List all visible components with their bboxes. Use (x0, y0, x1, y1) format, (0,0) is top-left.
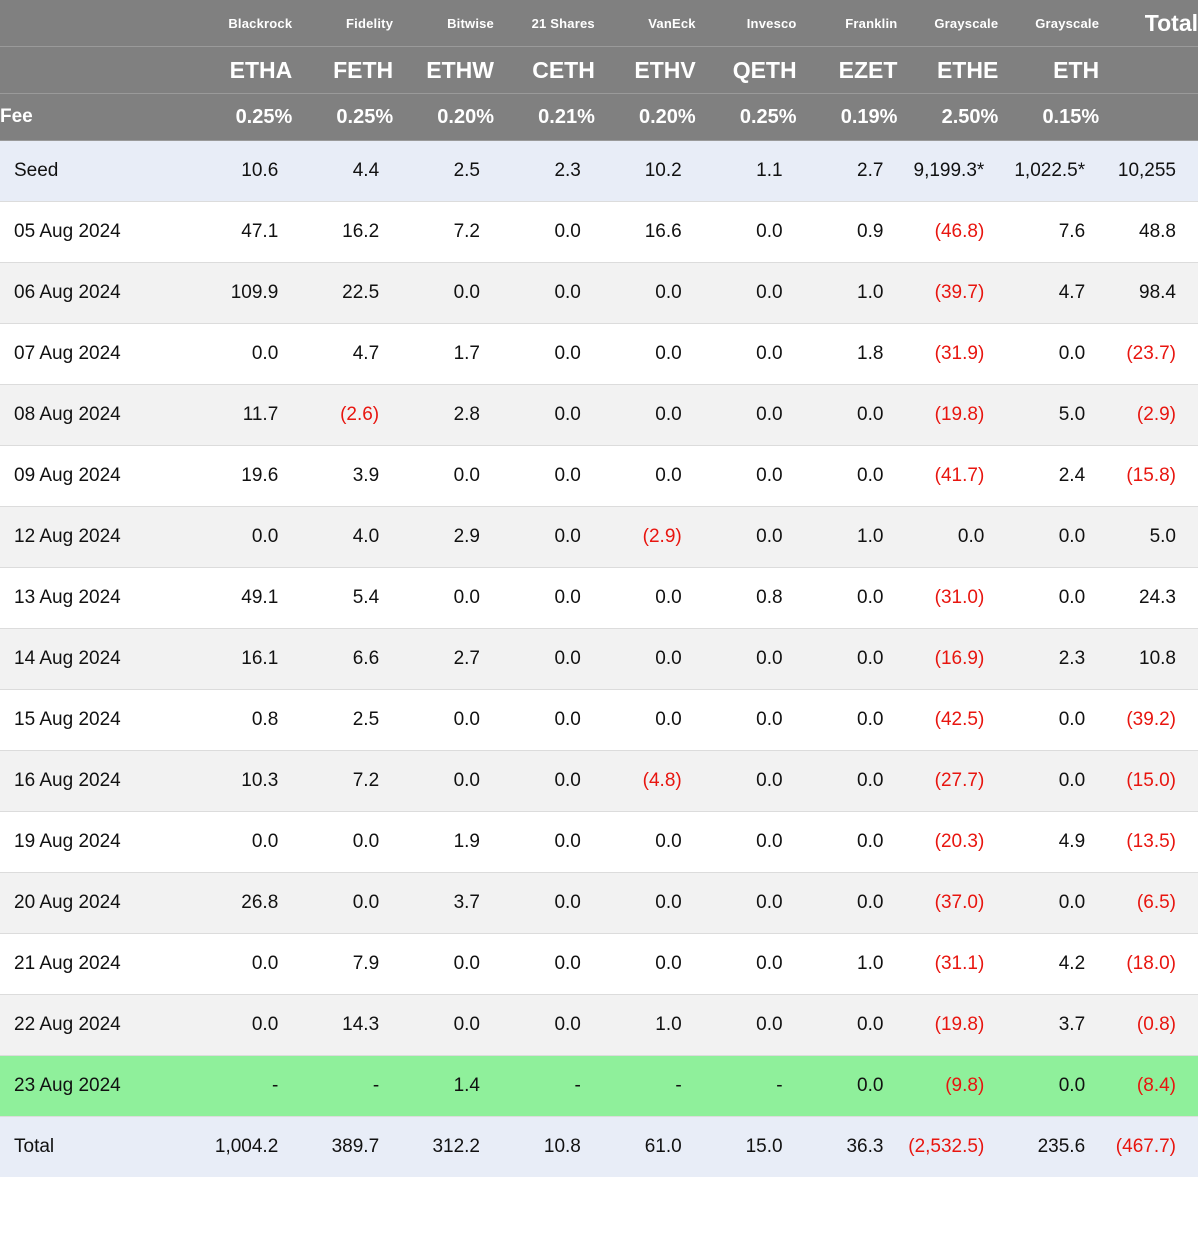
flow-cell: 0.0 (998, 1056, 1099, 1117)
row-total-cell: (13.5) (1099, 812, 1198, 873)
flow-cell: 0.0 (998, 690, 1099, 751)
flow-cell: 0.0 (595, 629, 696, 690)
corner-cell-issuer (0, 0, 191, 47)
issuer-header-cell: Blackrock (191, 0, 292, 47)
flow-cell: 0.0 (998, 324, 1099, 385)
flow-cell: 47.1 (191, 202, 292, 263)
flow-cell: 0.0 (393, 263, 494, 324)
fee-cell: 0.25% (292, 94, 393, 141)
ticker-header-cell: FETH (292, 47, 393, 94)
row-total-cell: (15.8) (1099, 446, 1198, 507)
ticker-total-blank (1099, 47, 1198, 94)
ticker-header-cell: QETH (696, 47, 797, 94)
table-row (0, 873, 1198, 934)
flow-cell: (2,532.5) (897, 1117, 998, 1178)
flow-cell: 0.0 (696, 629, 797, 690)
issuer-header-cell: Bitwise (393, 0, 494, 47)
flow-cell: 0.0 (797, 873, 898, 934)
ticker-header-row (0, 47, 1198, 94)
flow-cell: 0.0 (998, 873, 1099, 934)
flow-cell: (31.9) (897, 324, 998, 385)
flow-cell: 2.4 (998, 446, 1099, 507)
flow-cell: 109.9 (191, 263, 292, 324)
flow-cell: (19.8) (897, 995, 998, 1056)
flow-cell: (46.8) (897, 202, 998, 263)
flow-cell: 0.0 (595, 263, 696, 324)
table-row (0, 568, 1198, 629)
flow-cell: 0.0 (595, 446, 696, 507)
flow-cell: 1.1 (696, 141, 797, 202)
table-row (0, 629, 1198, 690)
table-row (0, 385, 1198, 446)
flow-cell: 10.3 (191, 751, 292, 812)
ticker-header-cell: CETH (494, 47, 595, 94)
flow-cell: 0.0 (696, 507, 797, 568)
ticker-header-cell: EZET (797, 47, 898, 94)
flow-cell: 4.9 (998, 812, 1099, 873)
table-row (0, 690, 1198, 751)
flow-cell: - (696, 1056, 797, 1117)
flow-cell: 19.6 (191, 446, 292, 507)
row-label: 21 Aug 2024 (0, 934, 191, 995)
flow-cell: 0.0 (494, 568, 595, 629)
flow-cell: 0.0 (897, 507, 998, 568)
flow-cell: 0.0 (494, 202, 595, 263)
flow-cell: - (292, 1056, 393, 1117)
row-total-cell: 10.8 (1099, 629, 1198, 690)
flow-cell: 0.0 (696, 446, 797, 507)
row-total-cell: 10,255 (1099, 141, 1198, 202)
table-row (0, 141, 1198, 202)
flow-cell: 3.7 (998, 995, 1099, 1056)
table-row (0, 934, 1198, 995)
flow-cell: 0.0 (494, 751, 595, 812)
flow-cell: 3.7 (393, 873, 494, 934)
flow-cell: 0.0 (191, 995, 292, 1056)
flow-cell: - (595, 1056, 696, 1117)
row-total-cell: (15.0) (1099, 751, 1198, 812)
flow-cell: 1.9 (393, 812, 494, 873)
flow-cell: 0.0 (696, 324, 797, 385)
flow-cell: 2.7 (797, 141, 898, 202)
flow-cell: 389.7 (292, 1117, 393, 1178)
flow-cell: 0.0 (797, 629, 898, 690)
flow-cell: 0.0 (494, 446, 595, 507)
ticker-header-cell: ETH (998, 47, 1099, 94)
flow-cell: 4.2 (998, 934, 1099, 995)
flow-cell: 0.0 (494, 934, 595, 995)
flow-cell: 5.0 (998, 385, 1099, 446)
flow-cell: 0.8 (191, 690, 292, 751)
row-label: 13 Aug 2024 (0, 568, 191, 629)
flow-cell: 0.0 (595, 568, 696, 629)
flow-cell: 26.8 (191, 873, 292, 934)
table-row (0, 507, 1198, 568)
corner-cell-ticker (0, 47, 191, 94)
table-row (0, 446, 1198, 507)
ticker-header-cell: ETHW (393, 47, 494, 94)
flow-cell: (42.5) (897, 690, 998, 751)
fee-cell: 0.15% (998, 94, 1099, 141)
flow-cell: 1.7 (393, 324, 494, 385)
flow-cell: 2.7 (393, 629, 494, 690)
row-total-cell: (23.7) (1099, 324, 1198, 385)
flow-cell: 0.9 (797, 202, 898, 263)
fee-total-blank (1099, 94, 1198, 141)
flow-cell: 5.4 (292, 568, 393, 629)
flow-cell: 0.0 (797, 995, 898, 1056)
issuer-header-cell: Invesco (696, 0, 797, 47)
row-label: 20 Aug 2024 (0, 873, 191, 934)
flow-cell: 0.0 (191, 812, 292, 873)
flow-cell: 22.5 (292, 263, 393, 324)
total-column-header: Total (1099, 0, 1198, 47)
flow-cell: 0.0 (494, 873, 595, 934)
flow-cell: 0.0 (393, 690, 494, 751)
table-row (0, 202, 1198, 263)
table-header (0, 0, 1198, 141)
table-row (0, 1056, 1198, 1117)
row-label: 19 Aug 2024 (0, 812, 191, 873)
fee-cell: 0.20% (595, 94, 696, 141)
fee-cell: 2.50% (897, 94, 998, 141)
row-total-cell: (6.5) (1099, 873, 1198, 934)
flow-cell: (31.0) (897, 568, 998, 629)
issuer-header-cell: 21 Shares (494, 0, 595, 47)
flow-cell: 0.0 (696, 202, 797, 263)
flow-cell: 2.5 (393, 141, 494, 202)
flow-cell: 7.2 (292, 751, 393, 812)
flow-cell: 3.9 (292, 446, 393, 507)
row-label: 06 Aug 2024 (0, 263, 191, 324)
flow-cell: (20.3) (897, 812, 998, 873)
flow-cell: 0.0 (797, 812, 898, 873)
row-label: 16 Aug 2024 (0, 751, 191, 812)
fee-header-row (0, 94, 1198, 141)
row-label: 23 Aug 2024 (0, 1056, 191, 1117)
flow-cell: 0.0 (595, 873, 696, 934)
flow-cell: 0.8 (696, 568, 797, 629)
flow-cell: 16.2 (292, 202, 393, 263)
flow-cell: 2.3 (494, 141, 595, 202)
flow-cell: 0.0 (797, 690, 898, 751)
flow-cell: 0.0 (998, 507, 1099, 568)
issuer-header-cell: Fidelity (292, 0, 393, 47)
flow-cell: 14.3 (292, 995, 393, 1056)
flow-cell: 61.0 (595, 1117, 696, 1178)
flow-cell: 312.2 (393, 1117, 494, 1178)
issuer-header-cell: VanEck (595, 0, 696, 47)
flow-cell: 2.5 (292, 690, 393, 751)
flow-cell: 0.0 (696, 385, 797, 446)
table-row (0, 751, 1198, 812)
fee-cell: 0.21% (494, 94, 595, 141)
flow-cell: 6.6 (292, 629, 393, 690)
flow-cell: 0.0 (494, 812, 595, 873)
flow-cell: (37.0) (897, 873, 998, 934)
flow-cell: 0.0 (595, 934, 696, 995)
flow-cell: 0.0 (494, 263, 595, 324)
fee-cell: 0.19% (797, 94, 898, 141)
row-label: 22 Aug 2024 (0, 995, 191, 1056)
row-total-cell: 98.4 (1099, 263, 1198, 324)
flow-cell: 0.0 (191, 507, 292, 568)
flow-cell: 0.0 (998, 568, 1099, 629)
row-label: 14 Aug 2024 (0, 629, 191, 690)
flow-cell: 0.0 (494, 629, 595, 690)
row-label: 15 Aug 2024 (0, 690, 191, 751)
flow-cell: (31.1) (897, 934, 998, 995)
fee-cell: 0.20% (393, 94, 494, 141)
flow-cell: 16.1 (191, 629, 292, 690)
flow-cell: 4.7 (998, 263, 1099, 324)
ticker-header-cell: ETHE (897, 47, 998, 94)
flow-cell: 4.0 (292, 507, 393, 568)
flow-cell: 10.2 (595, 141, 696, 202)
flow-cell: 0.0 (393, 751, 494, 812)
flow-cell: 4.4 (292, 141, 393, 202)
row-total-cell: (467.7) (1099, 1117, 1198, 1178)
row-label: 07 Aug 2024 (0, 324, 191, 385)
row-total-cell: (39.2) (1099, 690, 1198, 751)
flow-cell: 0.0 (595, 385, 696, 446)
flow-cell: 10.6 (191, 141, 292, 202)
flow-cell: 0.0 (393, 934, 494, 995)
flow-cell: 0.0 (696, 812, 797, 873)
fee-cell: 0.25% (696, 94, 797, 141)
flow-cell: 15.0 (696, 1117, 797, 1178)
flow-cell: (2.6) (292, 385, 393, 446)
flow-cell: (27.7) (897, 751, 998, 812)
flow-cell: (16.9) (897, 629, 998, 690)
table-row (0, 812, 1198, 873)
row-total-cell: (2.9) (1099, 385, 1198, 446)
row-label: 09 Aug 2024 (0, 446, 191, 507)
flow-cell: 4.7 (292, 324, 393, 385)
flow-cell: 0.0 (696, 873, 797, 934)
ticker-header-cell: ETHA (191, 47, 292, 94)
flow-cell: 2.3 (998, 629, 1099, 690)
flow-cell: 0.0 (393, 446, 494, 507)
flow-cell: 0.0 (696, 263, 797, 324)
flow-cell: 0.0 (191, 324, 292, 385)
fee-cell: 0.25% (191, 94, 292, 141)
flow-cell: 0.0 (595, 324, 696, 385)
flow-cell: - (494, 1056, 595, 1117)
table-row (0, 324, 1198, 385)
row-total-cell: 24.3 (1099, 568, 1198, 629)
row-total-cell: 5.0 (1099, 507, 1198, 568)
flow-cell: 0.0 (696, 995, 797, 1056)
flow-cell: (41.7) (897, 446, 998, 507)
flow-cell: 235.6 (998, 1117, 1099, 1178)
row-label: 12 Aug 2024 (0, 507, 191, 568)
flow-cell: 2.8 (393, 385, 494, 446)
row-label: Total (0, 1117, 191, 1178)
flow-cell: 0.0 (292, 873, 393, 934)
flow-cell: 0.0 (191, 934, 292, 995)
flow-cell: 1.0 (595, 995, 696, 1056)
issuer-header-cell: Franklin (797, 0, 898, 47)
flow-cell: 7.2 (393, 202, 494, 263)
table-row (0, 995, 1198, 1056)
flow-cell: 7.6 (998, 202, 1099, 263)
flow-cell: (19.8) (897, 385, 998, 446)
flow-cell: 0.0 (797, 1056, 898, 1117)
flow-cell: (9.8) (897, 1056, 998, 1117)
flow-cell: 49.1 (191, 568, 292, 629)
flow-cell: - (191, 1056, 292, 1117)
flow-cell: 2.9 (393, 507, 494, 568)
row-total-cell: (8.4) (1099, 1056, 1198, 1117)
issuer-header-row (0, 0, 1198, 47)
flow-cell: 1.0 (797, 934, 898, 995)
flow-cell: 10.8 (494, 1117, 595, 1178)
flow-cell: 36.3 (797, 1117, 898, 1178)
flow-cell: 0.0 (494, 690, 595, 751)
flow-cell: 16.6 (595, 202, 696, 263)
flow-cell: 0.0 (494, 995, 595, 1056)
flow-cell: 1,004.2 (191, 1117, 292, 1178)
row-total-cell: 48.8 (1099, 202, 1198, 263)
flow-cell: 0.0 (595, 812, 696, 873)
flow-cell: 0.0 (696, 690, 797, 751)
ticker-header-cell: ETHV (595, 47, 696, 94)
flow-cell: 0.0 (595, 690, 696, 751)
row-label: 08 Aug 2024 (0, 385, 191, 446)
fee-row-label: Fee (0, 94, 191, 141)
flow-cell: 0.0 (797, 568, 898, 629)
flow-cell: 0.0 (494, 507, 595, 568)
flow-cell: 0.0 (998, 751, 1099, 812)
issuer-header-cell: Grayscale (998, 0, 1099, 47)
flow-cell: 1.8 (797, 324, 898, 385)
flow-cell: (39.7) (897, 263, 998, 324)
flow-cell: 0.0 (494, 324, 595, 385)
flow-cell: 0.0 (393, 568, 494, 629)
flow-cell: 1.4 (393, 1056, 494, 1117)
table-row (0, 263, 1198, 324)
row-total-cell: (0.8) (1099, 995, 1198, 1056)
flow-cell: 9,199.3* (897, 141, 998, 202)
flow-cell: 0.0 (797, 385, 898, 446)
flow-cell: 0.0 (797, 751, 898, 812)
flow-cell: 0.0 (797, 446, 898, 507)
flow-cell: 0.0 (292, 812, 393, 873)
flow-cell: 1.0 (797, 263, 898, 324)
row-total-cell: (18.0) (1099, 934, 1198, 995)
issuer-header-cell: Grayscale (897, 0, 998, 47)
flow-cell: 11.7 (191, 385, 292, 446)
totals-row (0, 1117, 1198, 1178)
flow-cell: 0.0 (393, 995, 494, 1056)
row-label: Seed (0, 141, 191, 202)
flow-cell: 1.0 (797, 507, 898, 568)
flow-cell: 0.0 (696, 751, 797, 812)
flow-cell: (4.8) (595, 751, 696, 812)
flow-cell: 1,022.5* (998, 141, 1099, 202)
table-body (0, 141, 1198, 1178)
flow-cell: (2.9) (595, 507, 696, 568)
row-label: 05 Aug 2024 (0, 202, 191, 263)
flow-cell: 7.9 (292, 934, 393, 995)
flow-cell: 0.0 (696, 934, 797, 995)
flow-cell: 0.0 (494, 385, 595, 446)
